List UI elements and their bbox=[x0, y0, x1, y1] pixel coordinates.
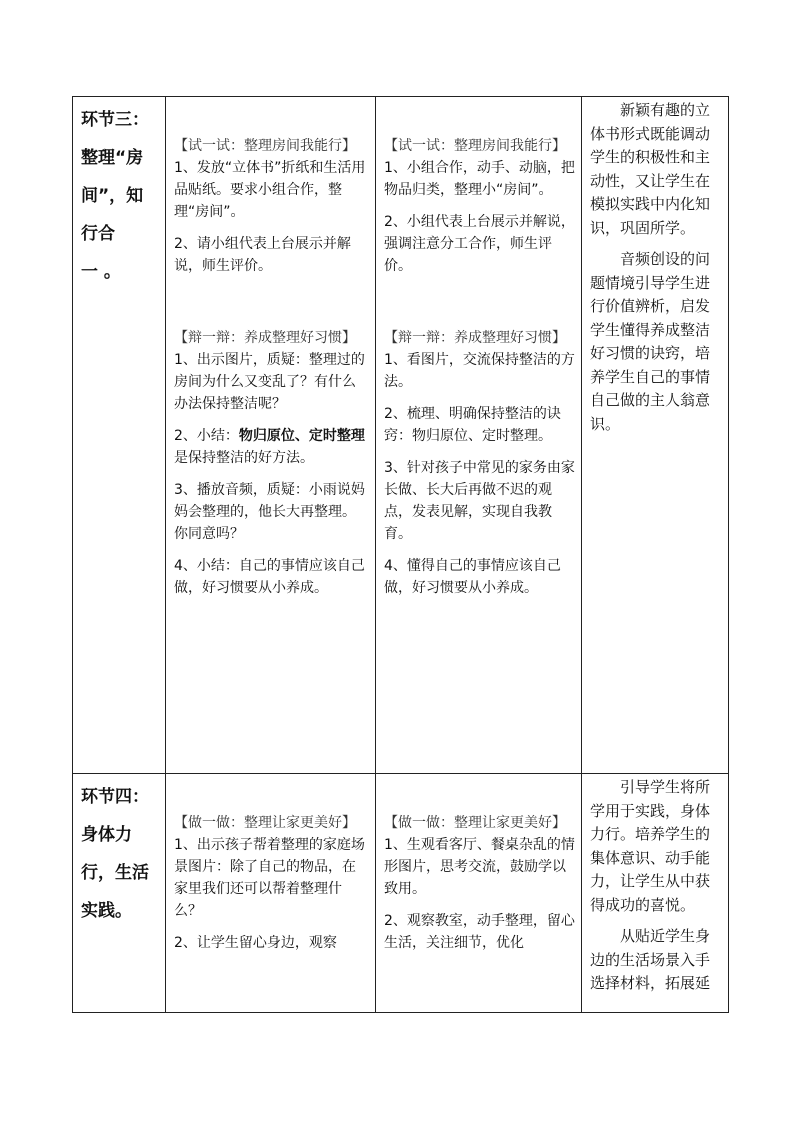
design-intent-cell bbox=[582, 97, 729, 774]
list-item: 2、请小组代表上台展示并解说，师生评价。 bbox=[174, 236, 351, 274]
list-item: 2、梳理、明确保持整洁的诀窍：物归原位、定时整理。 bbox=[384, 406, 561, 444]
section-title: 【做一做：整理让家更美好】 bbox=[174, 815, 356, 831]
section-title: 【试一试：整理房间我能行】 bbox=[174, 138, 356, 154]
lesson-plan-table bbox=[72, 96, 729, 1013]
stage-line: 一 。 bbox=[81, 262, 121, 282]
stage-line: 环节三： bbox=[81, 110, 149, 130]
stage-line: 实践。 bbox=[81, 901, 132, 921]
table-row-stage-3 bbox=[73, 97, 729, 774]
summary-lead: 2、小结： bbox=[174, 428, 239, 444]
summary-tail: 是保持整洁的好方法。 bbox=[174, 450, 314, 466]
list-item: 1、看图片，交流保持整洁的方法。 bbox=[384, 352, 575, 390]
intent-paragraph: 新颖有趣的立体书形式既能调动学生的积极性和主动性，又让学生在模拟实践中内化知识，巩固所学。 bbox=[590, 101, 711, 237]
list-item: 3、播放音频，质疑：小雨说妈妈会整理的，他长大再整理。你同意吗？ bbox=[174, 482, 365, 542]
list-item: 1、生观看客厅、餐桌杂乱的情形图片，思考交流，鼓励学以致用。 bbox=[384, 837, 575, 897]
list-item: 3、针对孩子中常见的家务由家长做、长大后再做不迟的观点，发表见解，实现自我教育。 bbox=[384, 460, 575, 542]
intent-paragraph: 引导学生将所学用于实践，身体力行。培养学生的集体意识、动手能力，让学生从中获得成功的喜悦。 bbox=[590, 778, 711, 914]
design-intent-cell bbox=[582, 774, 729, 1013]
stage-cell bbox=[73, 774, 166, 1013]
stage-line: 行，生活 bbox=[81, 863, 149, 883]
section-title: 【辩一辩：养成整理好习惯】 bbox=[174, 330, 356, 346]
intent-paragraph: 音频创设的问题情境引导学生进行价值辨析，启发学生懂得养成整洁好习惯的诀窍，培养学生自己的事情自己做的主人翁意识。 bbox=[590, 250, 711, 433]
list-item: 2、观察教室，动手整理，留心生活，关注细节，优化 bbox=[384, 913, 575, 951]
table-row-stage-4 bbox=[73, 774, 729, 1013]
section-title: 【做一做：整理让家更美好】 bbox=[384, 815, 566, 831]
stage-line: 间”，知 bbox=[81, 186, 144, 206]
stage-line: 行合 bbox=[81, 224, 115, 244]
section-title: 【试一试：整理房间我能行】 bbox=[384, 138, 566, 154]
stage-line: 环节四： bbox=[81, 787, 149, 807]
list-item: 2、小组代表上台展示并解说，强调注意分工合作，师生评价。 bbox=[384, 214, 575, 274]
list-item: 4、小结：自己的事情应该自己做，好习惯要从小养成。 bbox=[174, 558, 365, 596]
section-title: 【辩一辩：养成整理好习惯】 bbox=[384, 330, 566, 346]
intent-paragraph: 从贴近学生身边的生活场景入手选择材料，拓展延 bbox=[590, 927, 711, 992]
list-item: 2、让学生留心身边，观察 bbox=[174, 935, 337, 951]
stage-line: 身体力 bbox=[81, 825, 132, 845]
list-item: 1、发放“立体书”折纸和生活用品贴纸。要求小组合作，整理“房间”。 bbox=[174, 160, 366, 220]
stage-cell bbox=[73, 97, 166, 774]
student-activity-cell bbox=[376, 97, 582, 774]
stage-line: 整理“房 bbox=[81, 148, 144, 168]
teacher-activity-cell bbox=[166, 97, 376, 774]
list-item-summary bbox=[174, 425, 369, 469]
list-item: 1、出示图片，质疑：整理过的房间为什么又变乱了？有什么办法保持整洁呢？ bbox=[174, 352, 365, 412]
student-activity-cell bbox=[376, 774, 582, 1013]
list-item: 1、小组合作，动手、动脑，把物品归类，整理小“房间”。 bbox=[384, 160, 575, 198]
summary-key-phrase: 物归原位、定时整理 bbox=[238, 428, 365, 444]
list-item: 1、出示孩子帮着整理的家庭场景图片：除了自己的物品，在家里我们还可以帮着整理什么？ bbox=[174, 837, 365, 919]
teacher-activity-cell bbox=[166, 774, 376, 1013]
list-item: 4、懂得自己的事情应该自己做，好习惯要从小养成。 bbox=[384, 558, 561, 596]
